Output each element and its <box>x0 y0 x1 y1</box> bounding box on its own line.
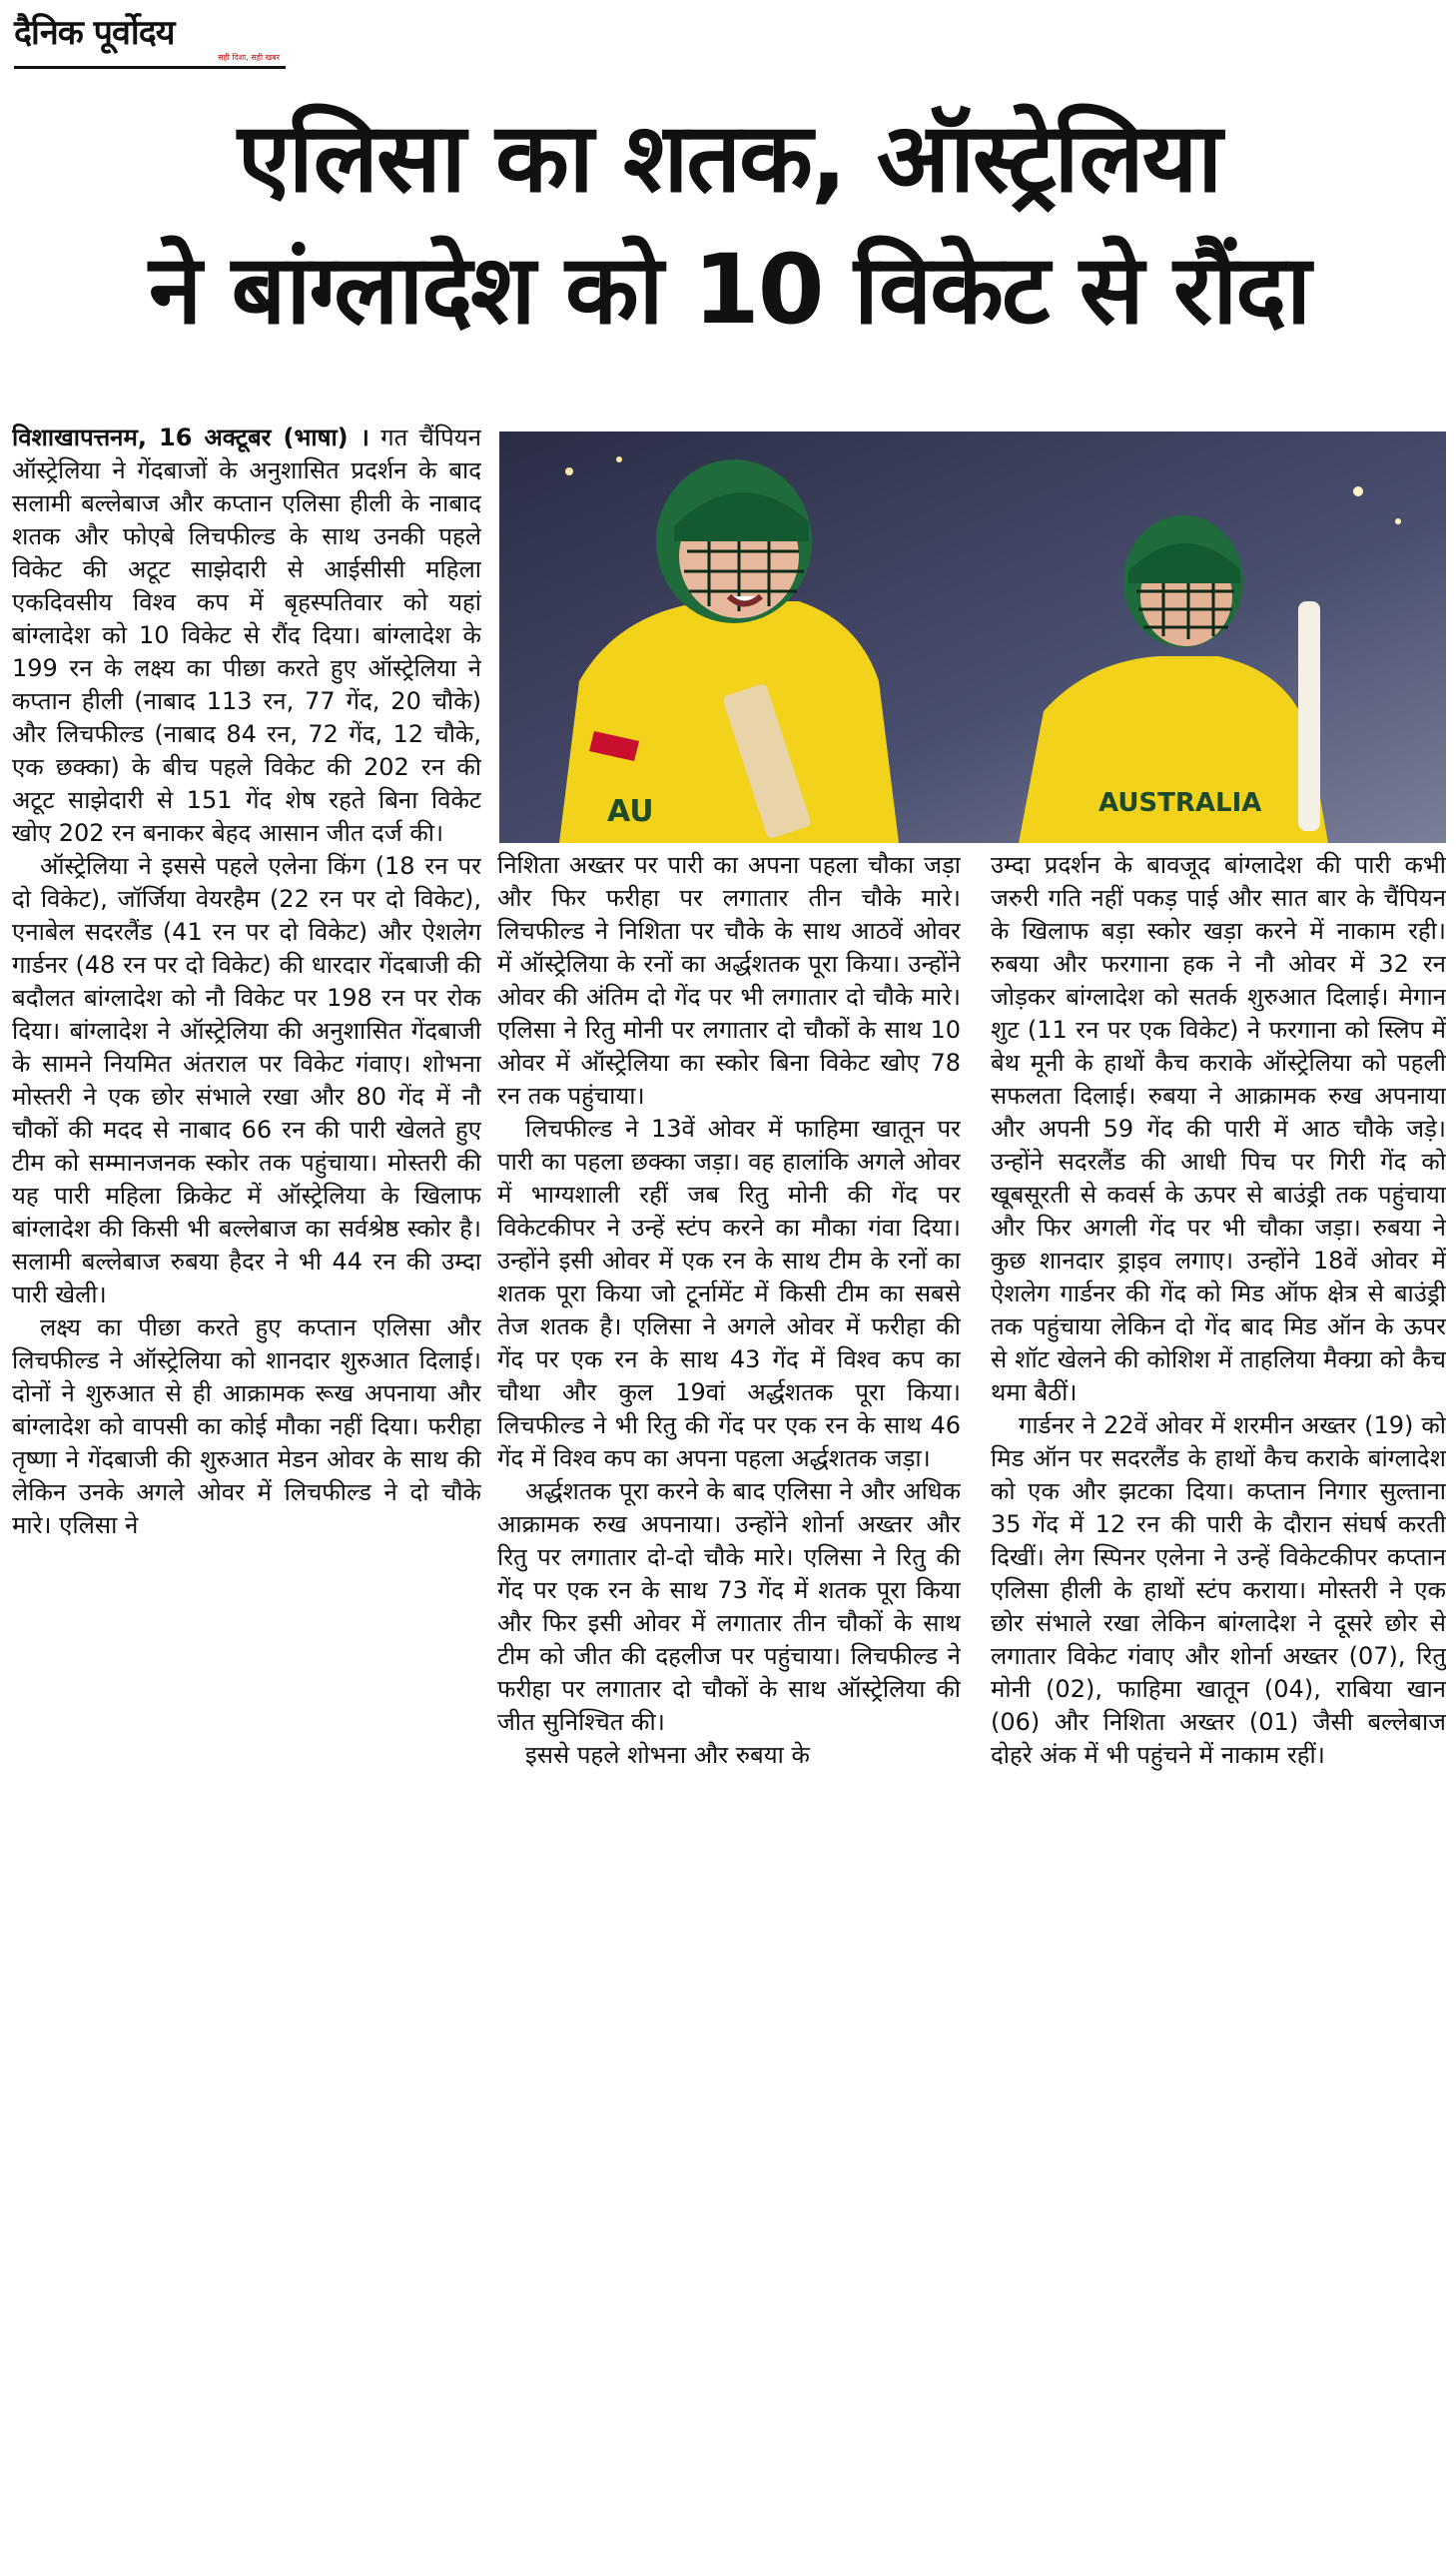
headline-line-2: ने बांग्लादेश को 10 विकेट से रौंदा <box>148 234 1310 346</box>
article-paragraph <box>12 422 481 850</box>
article-paragraph: लक्ष्य का पीछा करते हुए कप्तान एलिसा और लिचफील्ड ने ऑस्ट्रेलिया को शानदार शुरुआत दिलाई। दोनों ने शुरुआत से ही आक्रामक रूख अपनाया और बांग्लादेश को वापसी का कोई मौका नहीं दिया। फरीहा तृष्णा ने गेंदबाजी की शुरुआत मेडन ओवर के साथ की लेकिन उनके अगले ओवर में लिचफील्ड ने दो चौके मारे। एलिसा ने <box>12 1313 481 1539</box>
headline <box>20 92 1438 356</box>
article-text: गत चैंपियन ऑस्ट्रेलिया ने गेंदबाजों के अनुशासित प्रदर्शन के बाद सलामी बल्लेबाज और कप्तान एलिसा हीली के नाबाद शतक और फोएबे लिचफील्ड के साथ उनकी पहले विकेट की अटूट साझेदारी से आईसीसी महिला एकदिवसीय विश्व कप में बृहस्पतिवार को यहां बांग्लादेश को 10 विकेट से रौंद दिया। बांग्लादेश के 199 रन के लक्ष्य का पीछा करते हुए ऑस्ट्रेलिया ने कप्तान हीली (नाबाद 113 रन, 77 गेंद, 20 चौके) और लिचफील्ड (नाबाद 84 रन, 72 गेंद, 12 चौके, एक छक्का) के बीच पहले विकेट की 202 रन की अटूट साझेदारी से 151 गेंद शेष रहते बिना विकेट खोए 202 रन बनाकर बेहद आसान जीत दर्ज की। <box>12 424 481 847</box>
jersey-text-left: AU <box>607 794 654 829</box>
masthead-rule <box>14 66 286 69</box>
article-column-3 <box>991 849 1446 2559</box>
article-paragraph: निशिता अख्तर पर पारी का अपना पहला चौका जड़ा और फिर फरीहा पर लगातार तीन चौके मारे। लिचफील्ड ने निशिता पर चौके के साथ आठवें ओवर में ऑस्ट्रेलिया के रनों का अर्द्धशतक पूरा किया। उन्होंने ओवर की अंतिम दो गेंद पर भी लगातार दो चौके मारे। एलिसा ने रितु मोनी पर लगातार दो चौकों के साथ 10 ओवर में ऑस्ट्रेलिया का स्कोर बिना विकेट खोए 78 रन तक पहुंचाया। <box>497 851 961 1110</box>
jersey-text-right: AUSTRALIA <box>1098 788 1262 818</box>
article-column-2 <box>497 849 961 2559</box>
article-column-1 <box>12 422 481 2559</box>
article-paragraph: इससे पहले शोभना और रुबया के <box>525 1741 810 1769</box>
dateline: विशाखापत्तनम, 16 अक्टूबर (भाषा) । <box>12 424 369 451</box>
masthead-tagline: सही दिशा, सही खबर <box>218 53 280 62</box>
article-paragraph: गार्डनर ने 22वें ओवर में शरमीन अख्तर (19) को मिड ऑन पर सदरलैंड के हाथों कैच कराके बांग्लादेश को एक और झटका दिया। कप्तान निगार सुल्ताना 35 गेंद में 12 रन की पारी के दौरान संघर्ष करती दिखीं। लेग स्पिनर एलेना ने उन्हें विकेटकीपर कप्तान एलिसा हीली के हाथों स्टंप कराया। मोस्तरी ने एक छोर संभाले रखा लेकिन बांग्लादेश ने दूसरे छोर से लगातार विकेट गंवाए और शोर्ना अख्तर (07), रितु मोनी (02), फाहिमा खातून (04), राबिया खान (06) और निशिता अख्तर (01) जैसी बल्लेबाज दोहरे अंक में भी पहुंचने में नाकाम रहीं। <box>991 1411 1446 1769</box>
masthead-title: दैनिक पूर्वोदय <box>14 13 175 53</box>
article-paragraph: लिचफील्ड ने 13वें ओवर में फाहिमा खातून पर पारी का पहला छक्का जड़ा। वह हालांकि अगले ओवर में भाग्यशाली रहीं जब रितु मोनी की गेंद पर विकेटकीपर ने उन्हें स्टंप करने का मौका गंवा दिया। उन्होंने इसी ओवर में एक रन के साथ टीम के रनों का शतक पूरा किया जो टूर्नामेंट में किसी टीम का सबसे तेज शतक है। एलिसा ने अगले ओवर में फरीहा की गेंद पर एक रन के साथ 43 गेंद में विश्व कप का चौथा और कुल 19वां अर्द्धशतक पूरा किया। लिचफील्ड ने भी रितु की गेंद पर एक रन के साथ 46 गेंद में विश्व कप का अपना पहला अर्द्धशतक जड़ा। <box>497 1115 961 1472</box>
article-paragraph: उम्दा प्रदर्शन के बावजूद बांग्लादेश की पारी कभी जरुरी गति नहीं पकड़ पाई और सात बार के चैंपियन के खिलाफ बड़ा स्कोर खड़ा करने में नाकाम रही। रुबया और फरगाना हक ने नौ ओवर में 32 रन जोड़कर बांग्लादेश को सतर्क शुरुआत दिलाई। मेगान शुट (11 रन पर एक विकेट) ने फरगाना को स्लिप में बेथ मूनी के हाथों कैच कराके ऑस्ट्रेलिया को पहली सफलता दिलाई। रुबया ने आक्रामक रुख अपनाया और अपनी 59 गेंद की पारी में आठ चौके जड़े। उन्होंने सदरलैंड की आधी पिच पर गिरी गेंद को खूबसूरती से कवर्स के ऊपर से बाउंड्री तक पहुंचाया और फिर अगली गेंद पर भी चौका जड़ा। रुबया ने कुछ शानदार ड्राइव लगाए। उन्होंने 18वें ओवर में ऐशलेग गार्डनर की गेंद को मिड ऑफ क्षेत्र से बाउंड्री तक पहुंचाया लेकिन दो गेंद बाद मिड ऑन के ऊपर से शॉट खेलने की कोशिश में ताहलिया मैक्ग्रा को कैच थमा बैठीं। <box>991 851 1446 1406</box>
headline-line-1: एलिसा का शतक, ऑस्ट्रेलिया <box>237 102 1221 214</box>
article-photo <box>499 431 1446 843</box>
article-paragraph: ऑस्ट्रेलिया ने इससे पहले एलेना किंग (18 रन पर दो विकेट), जॉर्जिया वेयरहैम (22 रन पर दो विकेट), एनाबेल सदरलैंड (41 रन पर दो विकेट) और ऐशलेग गार्डनर (48 रन पर दो विकेट) की धारदार गेंदबाजी की बदौलत बांग्लादेश को नौ विकेट पर 198 रन पर रोक दिया। बांग्लादेश ने ऑस्ट्रेलिया की अनुशासित गेंदबाजी के सामने नियमित अंतराल पर विकेट गंवाए। शोभना मोस्तरी ने एक छोर संभाले रखा और 80 गेंद में नौ चौकों की मदद से नाबाद 66 रन की पारी खेलते हुए टीम को सम्मानजनक स्कोर तक पहुंचाया। मोस्तरी की यह पारी महिला क्रिकेट में ऑस्ट्रेलिया के खिलाफ बांग्लादेश की किसी भी बल्लेबाज का सर्वश्रेष्ठ स्कोर है। सलामी बल्लेबाज रुबया हैदर ने भी 44 रन की उम्दा पारी खेली। <box>12 852 481 1308</box>
article-paragraph: अर्द्धशतक पूरा करने के बाद एलिसा ने और अधिक आक्रामक रुख अपनाया। उन्होंने शोर्ना अख्तर और रितु पर लगातार दो-दो चौके मारे। एलिसा ने रितु की गेंद पर एक रन के साथ 73 गेंद में शतक पूरा किया और फिर इसी ओवर में लगातार तीन चौकों के साथ टीम को जीत की दहलीज पर पहुंचाया। लिचफील्ड ने फरीहा पर लगातार दो चौकों के साथ ऑस्ट्रेलिया की जीत सुनिश्चित की। <box>497 1477 961 1736</box>
masthead <box>14 8 286 72</box>
photo-illustration <box>499 431 1446 843</box>
